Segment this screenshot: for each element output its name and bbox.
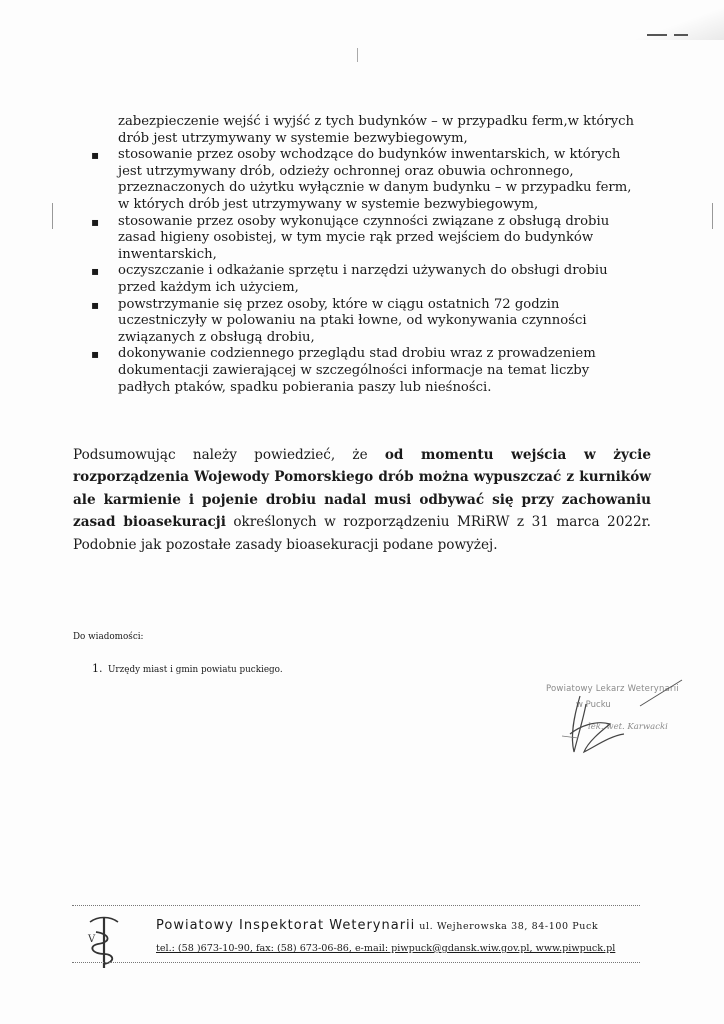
- list-item-text: stosowanie przez osoby wykonujące czynności związane z obsługą drobiu zasad higieny osobistej, w tym mycie rąk przed wejściem do budynków inwentarskich,: [118, 213, 610, 262]
- list-item: [91, 147, 638, 213]
- list-item-text: stosowanie przez osoby wchodzące do budynków inwentarskich, w których jest utrzymywany drób, odzieży ochronnej oraz obuwia ochronnego, przeznaczonych do użytku wyłącznie w danym budynku – w przypadku ferm, w których drób jest utrzymywany w systemie bezwybiegowym,: [118, 147, 632, 212]
- veterinary-caduceus-logo-icon: [82, 912, 126, 972]
- footer-organization: [156, 918, 598, 933]
- distribution-heading: Do wiadomości:: [73, 632, 144, 642]
- stamp-title: Powiatowy Lekarz Weterynarii: [546, 684, 679, 694]
- bullet-icon: ▪: [91, 148, 100, 163]
- official-stamp: [540, 676, 690, 766]
- distribution-item-number: 1.: [92, 662, 103, 675]
- list-item: [91, 346, 638, 396]
- summary-paragraph: [73, 444, 651, 556]
- summary-text: określonych w rozporządzeniu MRiRW z 31 marca 2022r. Podobnie jak pozostałe zasady bioasekuracji podane powyżej.: [73, 514, 651, 553]
- svg-text:V: V: [88, 934, 96, 945]
- stamp-location: w Pucku: [576, 700, 611, 710]
- distribution-item: [92, 662, 283, 675]
- footer-contact-line: tel.: (58 )673-10-90, fax: (58) 673-06-86, e-mail: piwpuck@gdansk.wiw.gov.pl, www.piwpuck.pl: [156, 943, 616, 954]
- list-item-text: powstrzymanie się przez osoby, które w ciągu ostatnich 72 godzin uczestniczyły w polowaniu na ptaki łowne, od wykonywania czynności związanych z obsługą drobiu,: [118, 296, 587, 345]
- scan-mark: [674, 34, 688, 36]
- bullet-icon: ▪: [91, 297, 100, 312]
- biosecurity-rules-list: [91, 114, 638, 396]
- signature-icon: [540, 676, 690, 766]
- organization-address: ul. Wejherowska 38, 84-100 Puck: [419, 921, 599, 932]
- stamp-name: lek. wet. Karwacki: [588, 722, 668, 732]
- scan-mark: [357, 48, 358, 62]
- distribution-item-text: Urzędy miast i gmin powiatu puckiego.: [108, 665, 283, 675]
- summary-emphasis: od momentu wejścia w życie rozporządzenia Wojewody Pomorskiego drób można wypuszczać z kurników ale karmienie i pojenie drobiu nadal musi odbywać się przy zachowaniu zasad bioasekuracji: [73, 447, 651, 531]
- list-lead-text: zabezpieczenie wejść i wyjść z tych budynków – w przypadku ferm,w których drób jest utrzymywany w systemie bezwybiegowym,: [118, 114, 634, 146]
- list-item: [91, 296, 638, 347]
- list-item-text: dokonywanie codziennego przeglądu stad drobiu wraz z prowadzeniem dokumentacji zawierającej w szczególności informacje na temat liczby padłych ptaków, spadku pobierania paszy lub nieśności.: [118, 346, 596, 395]
- list-item: [91, 263, 638, 296]
- list-item-text: oczyszczanie i odkażanie sprzętu i narzędzi używanych do obsługi drobiu przed każdym ich użyciem,: [118, 263, 608, 295]
- scan-mark: [712, 203, 713, 229]
- scan-mark: [647, 34, 667, 36]
- summary-text: Podsumowując należy powiedzieć, że: [73, 447, 385, 463]
- bullet-icon: ▪: [91, 347, 100, 362]
- organization-name: Powiatowy Inspektorat Weterynarii: [156, 918, 416, 933]
- list-item: [91, 213, 638, 264]
- bullet-icon: ▪: [91, 264, 100, 279]
- footer-divider: [72, 962, 640, 963]
- scan-mark: [52, 203, 53, 229]
- footer-divider: [72, 905, 640, 906]
- bullet-icon: ▪: [91, 214, 100, 229]
